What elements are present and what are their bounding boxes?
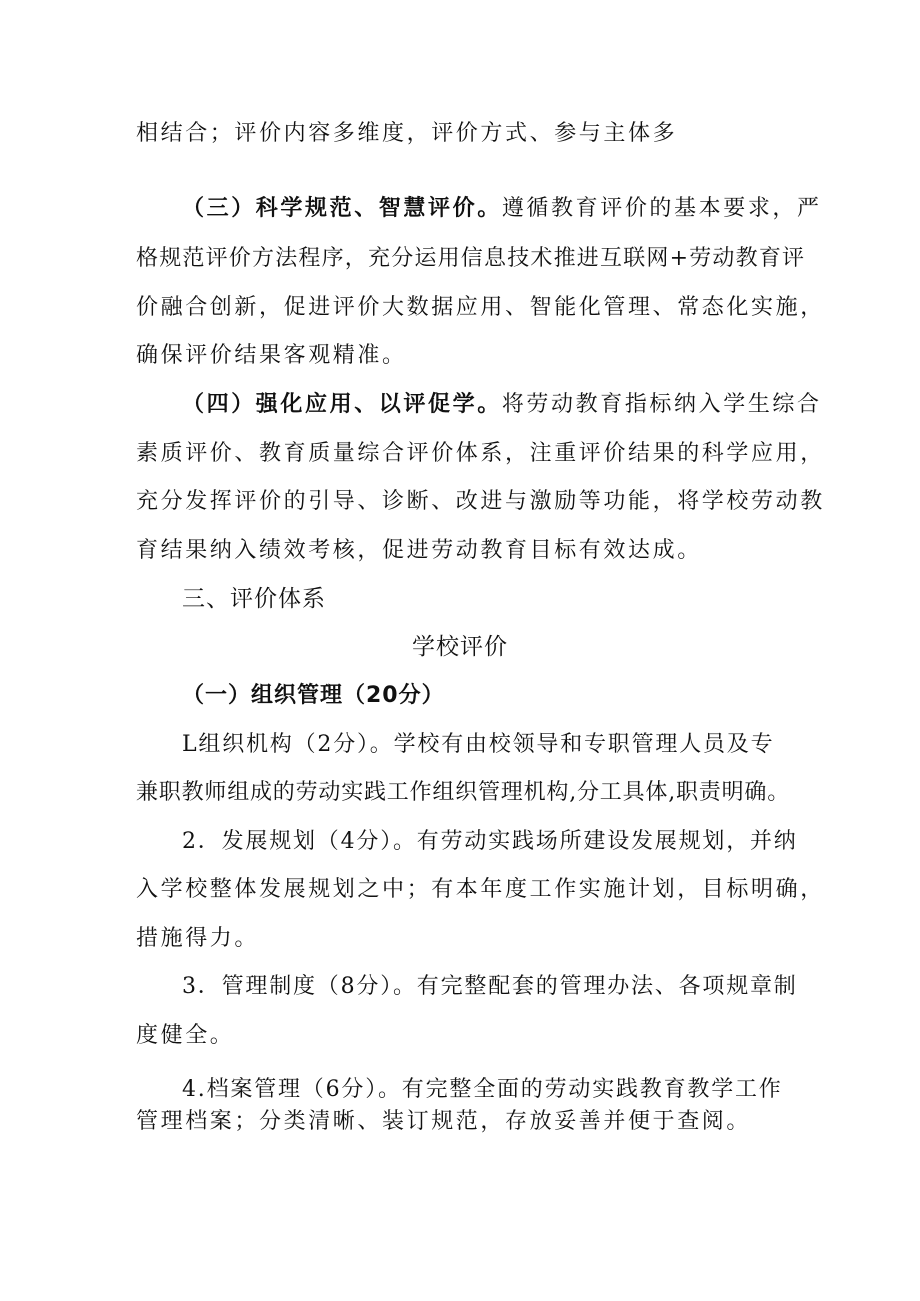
paragraph-line: [182, 194, 822, 224]
item-line: 度健全。: [136, 1023, 235, 1048]
paragraph-text: 将劳动教育指标纳入学生综合: [501, 392, 822, 417]
item-line: 2．发展规划（4分）。有劳动实践场所建设发展规划，并纳: [182, 829, 798, 854]
item-line: 3．管理制度（8分）。有完整配套的管理办法、各项规章制: [182, 974, 798, 999]
item-line: 措施得力。: [136, 926, 260, 951]
item-line: 管理档案；分类清晰、装订规范，存放妥善并便于查阅。: [136, 1109, 752, 1134]
paragraph-line: 格规范评价方法程序，充分运用信息技术推进互联网+劳动教育评: [136, 246, 806, 271]
item-line: L组织机构（2分）。学校有由校领导和专职管理人员及专: [182, 732, 775, 757]
paragraph-line: 素质评价、教育质量综合评价体系，注重评价结果的科学应用，: [136, 441, 825, 466]
section-subtitle: 学校评价: [412, 634, 508, 660]
subsection-heading: （一）组织管理（20分）: [182, 683, 445, 708]
paragraph-title: （三）科学规范、智慧评价。: [182, 196, 502, 221]
item-line: 4.档案管理（6分）。有完整全面的劳动实践教育教学工作: [182, 1077, 783, 1102]
item-line: 兼职教师组成的劳动实践工作组织管理机构,分工具体,职责明确。: [136, 780, 790, 805]
section-heading: 三、评价体系: [182, 586, 326, 612]
paragraph-text: 遵循教育评价的基本要求，严: [501, 196, 822, 221]
paragraph-title: （四）强化应用、以评促学。: [182, 392, 502, 417]
paragraph-line: 价融合创新，促进评价大数据应用、智能化管理、常态化实施，: [136, 295, 825, 320]
paragraph-line: [182, 390, 822, 420]
paragraph-line: 确保评价结果客观精准。: [136, 343, 407, 368]
paragraph-line: 育结果纳入绩效考核，促进劳动教育目标有效达成。: [136, 538, 702, 563]
paragraph-line: 相结合；评价内容多维度，评价方式、参与主体多: [136, 121, 678, 146]
item-line: 入学校整体发展规划之中；有本年度工作实施计划，目标明确，: [136, 877, 825, 902]
paragraph-line: 充分发挥评价的引导、诊断、改进与激励等功能，将学校劳动教: [136, 489, 825, 514]
